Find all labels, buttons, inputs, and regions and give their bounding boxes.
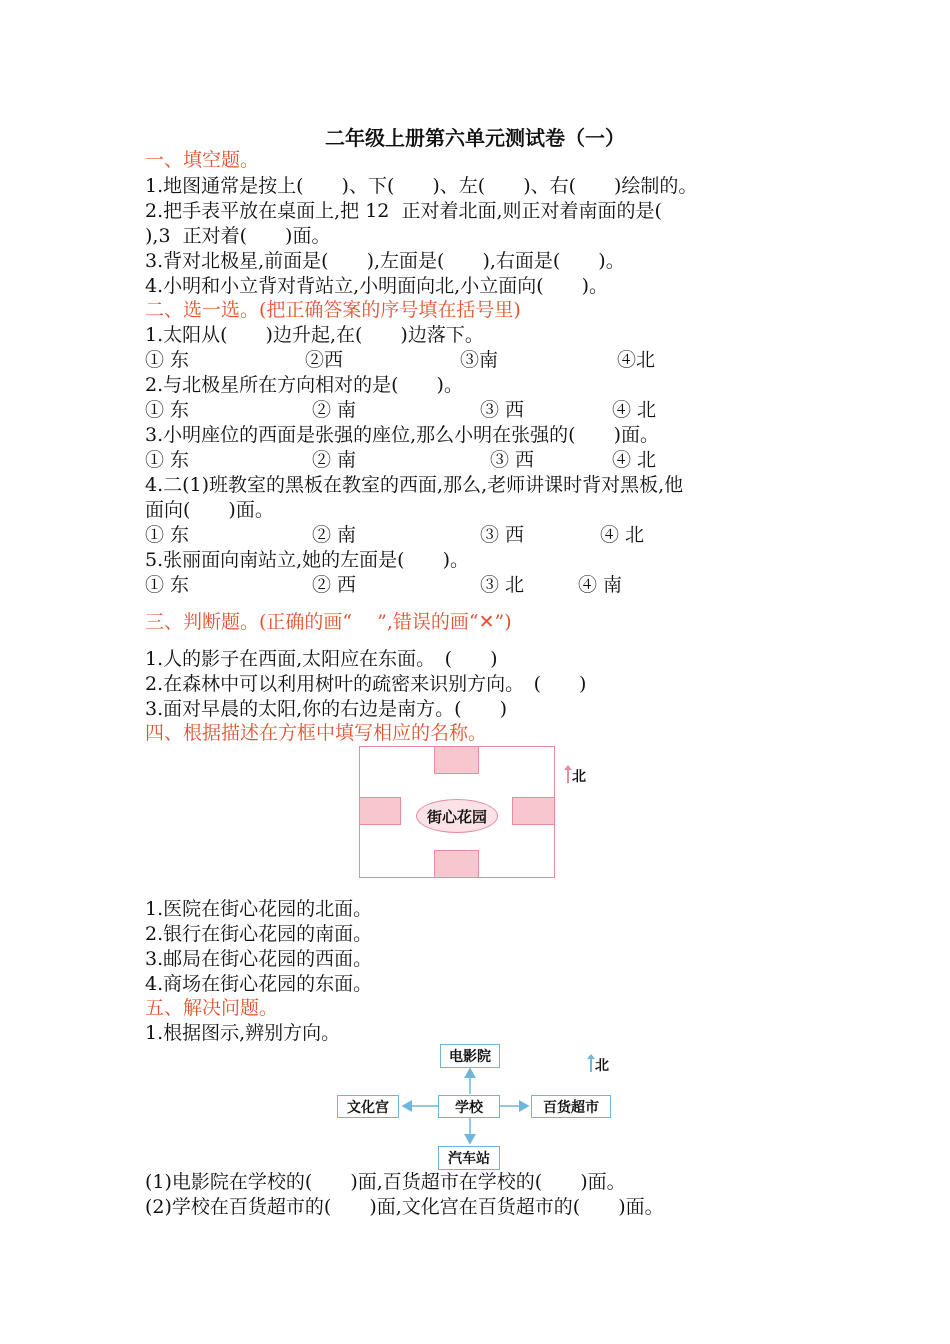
s2-question-5: 5.张丽面向南站立,她的左面是( )。	[145, 549, 469, 571]
cinema-label: 电影院	[449, 1049, 491, 1065]
diagram-north-arrow-icon	[590, 1058, 592, 1072]
s2-q5-option-b: ② 西	[312, 574, 357, 596]
s4-clue-4: 4.商场在街心花园的东面。	[145, 973, 373, 995]
s2-q4-option-b: ② 南	[312, 524, 357, 546]
cultural-palace-label: 文化宫	[347, 1099, 389, 1116]
s2-q2-option-a: ① 东	[145, 399, 190, 421]
s2-q5-option-d: ④ 南	[578, 574, 623, 596]
s2-q5-option-a: ① 东	[145, 574, 190, 596]
s2-q2-option-c: ③ 西	[480, 399, 525, 421]
s2-question-1: 1.太阳从( )边升起,在( )边落下。	[145, 324, 484, 346]
s2-q4-option-c: ③ 西	[480, 524, 525, 546]
s2-q3-option-c: ③ 西	[490, 449, 535, 471]
supermarket-label: 百货超市	[543, 1099, 599, 1116]
s5-sub-question-2: (2)学校在百货超市的( )面,文化宫在百货超市的( )面。	[145, 1196, 664, 1218]
page-title: 二年级上册第六单元测试卷（一）	[325, 126, 625, 150]
s2-q1-option-a: ① 东	[145, 349, 190, 371]
supermarket-label-box	[531, 1095, 611, 1118]
s2-q3-option-b: ② 南	[312, 449, 357, 471]
north-indicator-label: 北	[572, 769, 586, 785]
s5-question-1: 1.根据图示,辨别方向。	[145, 1022, 341, 1044]
s1-question-2-line1: 2.把手表平放在桌面上,把 12 正对着北面,则正对着南面的是(	[145, 200, 662, 222]
school-label-box	[438, 1095, 500, 1118]
s5-sub-question-1: (1)电影院在学校的( )面,百货超市在学校的( )面。	[145, 1171, 626, 1193]
s4-clue-1: 1.医院在街心花园的北面。	[145, 898, 373, 920]
s2-q4-option-d: ④ 北	[600, 524, 645, 546]
s2-question-3: 3.小明座位的西面是张强的座位,那么小明在张强的( )面。	[145, 424, 659, 446]
s2-q2-option-b: ② 南	[312, 399, 357, 421]
s3-question-1: 1.人的影子在西面,太阳应在东面。 ( )	[145, 648, 498, 670]
diagram-north-label: 北	[595, 1058, 609, 1074]
section3-heading: 三、判断题。(正确的画“ ”,错误的画“✕”)	[145, 611, 512, 633]
s2-q3-option-a: ① 东	[145, 449, 190, 471]
s2-q4-option-a: ① 东	[145, 524, 190, 546]
cinema-label-box	[440, 1044, 500, 1068]
s2-question-2: 2.与北极星所在方向相对的是( )。	[145, 374, 463, 396]
s1-question-3: 3.背对北极星,前面是( ),左面是( ),右面是( )。	[145, 250, 625, 272]
s2-q1-option-c: ③南	[460, 349, 499, 371]
s3-question-3: 3.面对早晨的太阳,你的右边是南方。( )	[145, 698, 507, 720]
s4-clue-3: 3.邮局在街心花园的西面。	[145, 948, 373, 970]
s3-question-2: 2.在森林中可以利用树叶的疏密来识别方向。 ( )	[145, 673, 587, 695]
s2-question-4-line2: 面向( )面。	[145, 499, 274, 521]
section2-heading: 二、选一选。(把正确答案的序号填在括号里)	[145, 299, 521, 321]
section1-heading: 一、填空题。	[145, 149, 260, 171]
bus-station-label: 汽车站	[448, 1151, 490, 1167]
garden-center-text: 街心花园	[426, 807, 487, 826]
s4-clue-2: 2.银行在街心花园的南面。	[145, 923, 373, 945]
school-label: 学校	[455, 1099, 483, 1116]
s2-q1-option-b: ②西	[305, 349, 344, 371]
diagram-north-indicator	[590, 1055, 609, 1075]
section4-heading: 四、根据描述在方框中填写相应的名称。	[145, 722, 488, 744]
s2-q5-option-c: ③ 北	[480, 574, 525, 596]
s2-q2-option-d: ④ 北	[612, 399, 657, 421]
s2-q3-option-d: ④ 北	[612, 449, 657, 471]
s2-question-4-line1: 4.二(1)班教室的黑板在教室的西面,那么,老师讲课时背对黑板,他	[145, 474, 684, 496]
s1-question-4: 4.小明和小立背对背站立,小明面向北,小立面向( )。	[145, 275, 609, 297]
s1-question-2-line2: ),3 正对着( )面。	[145, 225, 331, 247]
s2-q1-option-d: ④北	[617, 349, 656, 371]
s1-question-1: 1.地图通常是按上( )、下( )、左( )、右( )绘制的。	[145, 175, 698, 197]
cultural-palace-label-box	[337, 1095, 399, 1118]
bus-station-label-box	[438, 1146, 500, 1170]
section5-heading: 五、解决问题。	[145, 997, 279, 1019]
